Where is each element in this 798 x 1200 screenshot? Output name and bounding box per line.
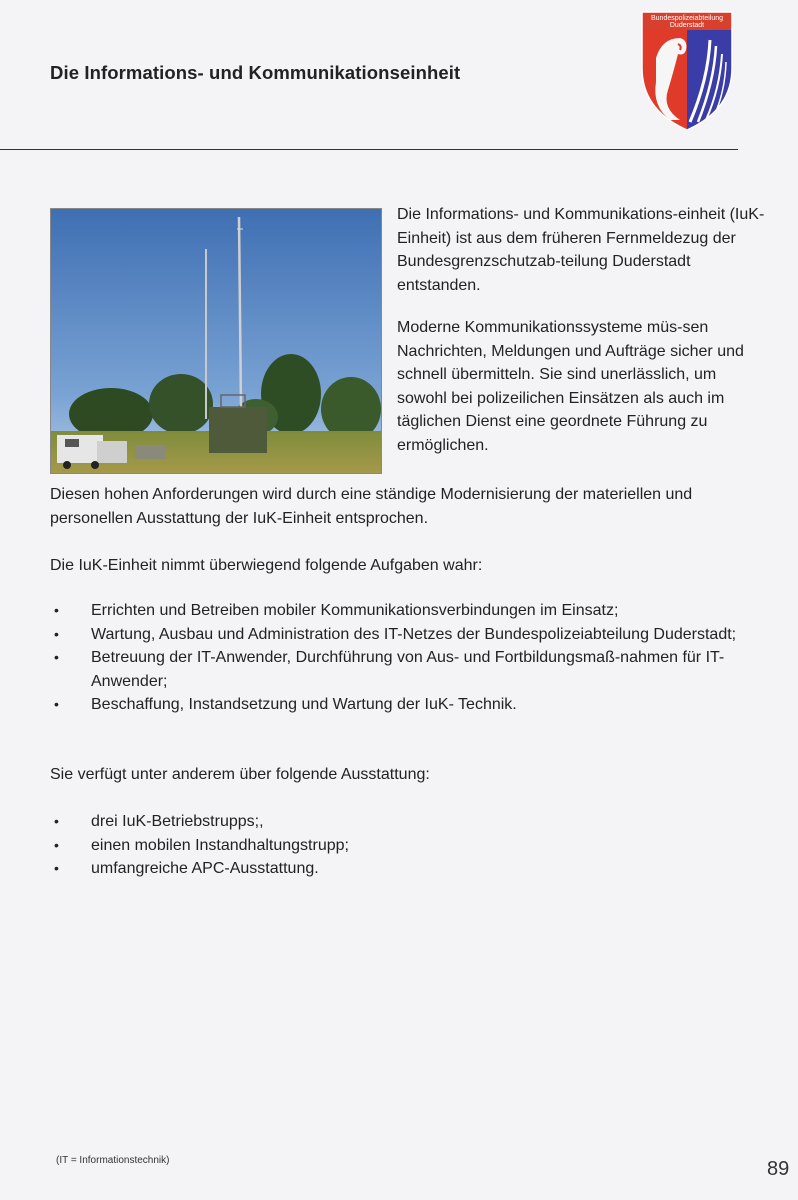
- list-item: [50, 646, 750, 693]
- crest-logo: [640, 10, 734, 132]
- equipment-text: umfangreiche APC-Ausstattung.: [91, 860, 319, 877]
- task-text: Wartung, Ausbau und Administration des IT-Netzes der Bundespolizeiabteilung Duderstadt;: [91, 625, 737, 643]
- list-item: [50, 623, 750, 647]
- crest-text-line1: Bundespolizeiabteilung: [651, 15, 723, 22]
- list-item: [50, 693, 750, 717]
- list-item: [50, 599, 750, 623]
- tasks-intro: [50, 554, 770, 578]
- intro-paragraph-1: Die Informations- und Kommunikations-einheit (IuK-Einheit) ist aus dem früheren Fernmeldezug der Bundesgrenzschutzab-teilung Duderstadt entstanden.: [397, 206, 765, 294]
- task-text: Betreuung der IT-Anwender, Durchführung von Aus- und Fortbildungsmaß-nahmen für IT-Anwender;: [91, 649, 725, 690]
- bullet: •: [54, 813, 59, 829]
- list-item: [50, 810, 750, 834]
- bullet: •: [54, 625, 59, 642]
- requirements-paragraph: [50, 483, 770, 530]
- bullet: •: [54, 836, 59, 853]
- equipment-list: [50, 810, 750, 881]
- equipment-text: einen mobilen Instandhaltungstrupp;: [91, 836, 349, 854]
- tasks-intro-text: Die IuK-Einheit nimmt überwiegend folgende Aufgaben wahr:: [50, 557, 483, 574]
- tasks-list: [50, 599, 750, 717]
- equipment-text: drei IuK-Betriebstrupps;,: [91, 813, 264, 830]
- list-item: [50, 857, 750, 881]
- page-number: 89: [767, 1158, 790, 1180]
- requirements-text: Diesen hohen Anforderungen wird durch eine ständige Modernisierung der materiellen und personellen Ausstattung der IuK-Einheit entsprochen.: [50, 486, 693, 527]
- page-title: Die Informations- und Kommunikationseinheit: [50, 62, 461, 83]
- intro-paragraph-2: Moderne Kommunikationssysteme müs-sen Nachrichten, Meldungen und Aufträge sicher und schnell übermitteln. Sie sind unerlässlich, um sowohl bei polizeilichen Einsätzen als auch im täglichen Dienst eine geordnete Führung zu ermöglichen.: [397, 319, 744, 454]
- antenna-photo: [50, 208, 382, 474]
- bullet: •: [54, 602, 59, 618]
- bullet: •: [54, 860, 59, 876]
- intro-text-column: [397, 203, 767, 476]
- crest-text-line2: Duderstadt: [669, 22, 705, 29]
- header-divider: [0, 149, 738, 150]
- task-text: Errichten und Betreiben mobiler Kommunikationsverbindungen im Einsatz;: [91, 602, 619, 619]
- equipment-intro: [50, 763, 770, 787]
- footnote: (IT = Informationstechnik): [56, 1155, 170, 1166]
- task-text: Beschaffung, Instandsetzung und Wartung der IuK- Technik.: [91, 696, 517, 713]
- bullet: •: [54, 649, 59, 665]
- equipment-intro-text: Sie verfügt unter anderem über folgende Ausstattung:: [50, 766, 430, 783]
- list-item: [50, 834, 750, 858]
- bullet: •: [54, 696, 59, 712]
